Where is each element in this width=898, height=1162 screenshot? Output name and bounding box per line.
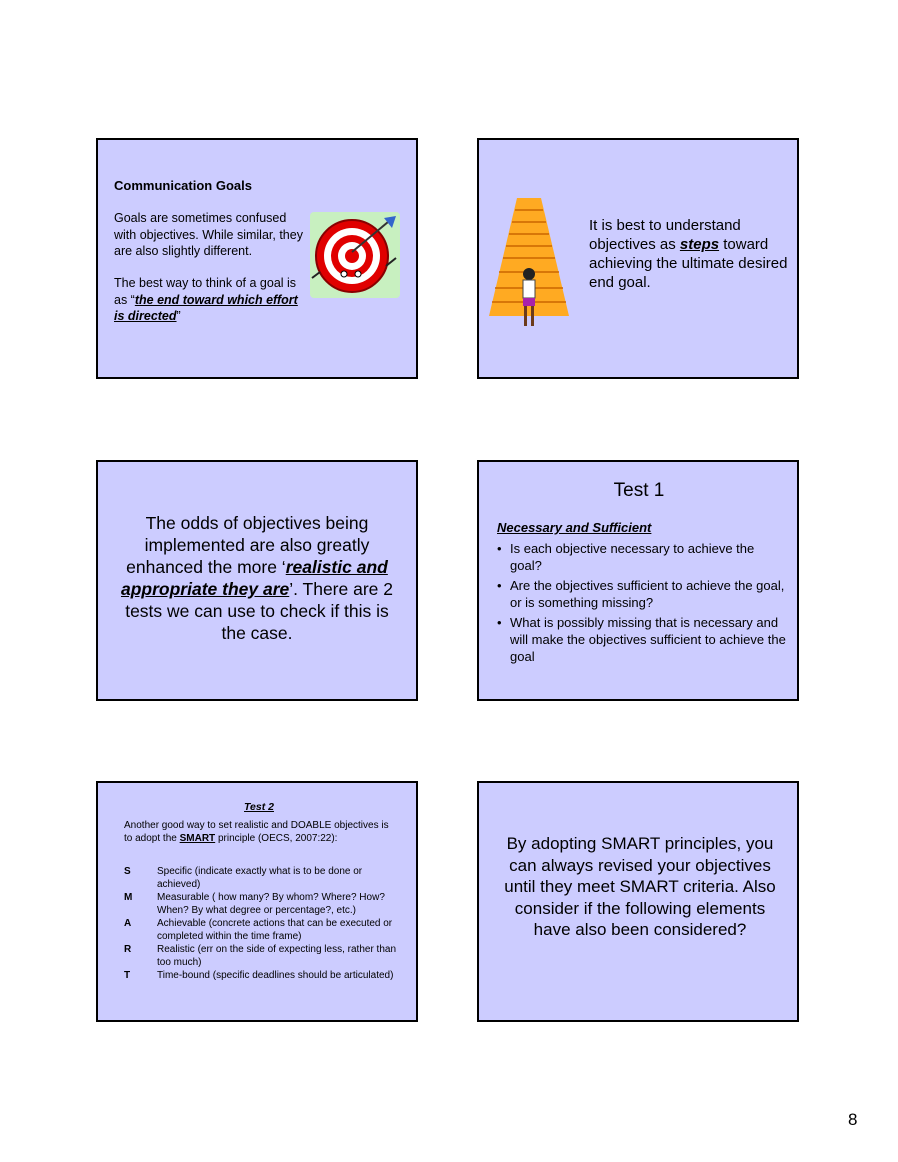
slide-paragraph: By adopting SMART principles, you can always revised your objectives until they meet SMART criteria. Also consider if the following elements have also been considered? (504, 834, 776, 939)
slide-paragraph (114, 275, 310, 325)
text-run: Another good way to set realistic and DOABLE objectives is to adopt the (124, 820, 389, 844)
slide-title: Test 2 (244, 801, 274, 813)
slide-title: Communication Goals (114, 178, 252, 193)
smart-list (124, 865, 396, 982)
smart-description: Specific (indicate exactly what is to be done or achieved) (157, 866, 363, 890)
slide-test-1 (477, 460, 799, 701)
smart-letter: T (124, 970, 131, 981)
list-item (124, 891, 396, 917)
text-run: The odds of objectives being implemented are also greatly enhanced the more ‘ (126, 513, 370, 577)
list-item: • Are the objectives sufficient to achieve the goal, or is something missing? (497, 577, 787, 611)
emphasis-text: realistic and appropriate they are (120, 557, 388, 599)
target-dart-icon (310, 212, 400, 298)
bullet-list (497, 540, 787, 668)
emphasis-text: the end toward which effort is directed (114, 292, 298, 323)
text-run: toward achieving the ultimate desired end goal. (589, 236, 788, 291)
slide-subtitle: Necessary and Sufficient (497, 520, 652, 535)
smart-description: Realistic (err on the side of expecting less, rather than too much) (157, 944, 397, 968)
emphasis-text: steps (679, 236, 720, 253)
list-item: • What is possibly missing that is necessary and will make the objectives sufficient to achieve the goal (497, 614, 787, 665)
slide-title: Test 1 (613, 480, 665, 501)
slide-objectives-steps (477, 138, 799, 379)
text-run: principle (OECS, 2007:22): (215, 833, 338, 844)
slide-paragraph (124, 819, 390, 845)
smart-letter: M (124, 892, 133, 903)
text-run: ” (176, 309, 181, 323)
staircase-person-icon (489, 198, 569, 328)
page-number: 8 (848, 1110, 858, 1129)
slide-smart-principles (477, 781, 799, 1022)
smart-description: Achievable (concrete actions that can be executed or completed within the time frame) (157, 918, 393, 942)
slide-communication-goals (96, 138, 418, 379)
smart-description: Time-bound (specific deadlines should be articulated) (157, 970, 394, 981)
smart-letter: R (124, 944, 132, 955)
list-item (124, 943, 396, 969)
list-item (124, 969, 396, 982)
list-item: • Is each objective necessary to achieve the goal? (497, 540, 787, 574)
text-run: The best way to think of a goal is as “ (114, 276, 297, 307)
slide-realistic-objectives (96, 460, 418, 701)
slide-paragraph (589, 216, 789, 292)
slide-paragraph: Goals are sometimes confused with objectives. While similar, they are also slightly different. (114, 211, 303, 258)
slide-test-2 (96, 781, 418, 1022)
list-item (124, 917, 396, 943)
text-run: It is best to understand objectives as (589, 217, 741, 253)
emphasis-text: SMART (179, 833, 216, 844)
text-run: ’. There are 2 tests we can use to check if this is the case. (125, 579, 393, 643)
smart-description: Measurable ( how many? By whom? Where? How? When? By what degree or percentage?, etc.) (157, 892, 385, 916)
slide-paragraph (112, 512, 402, 644)
smart-letter: S (124, 866, 131, 877)
smart-letter: A (124, 918, 132, 929)
list-item (124, 865, 396, 891)
